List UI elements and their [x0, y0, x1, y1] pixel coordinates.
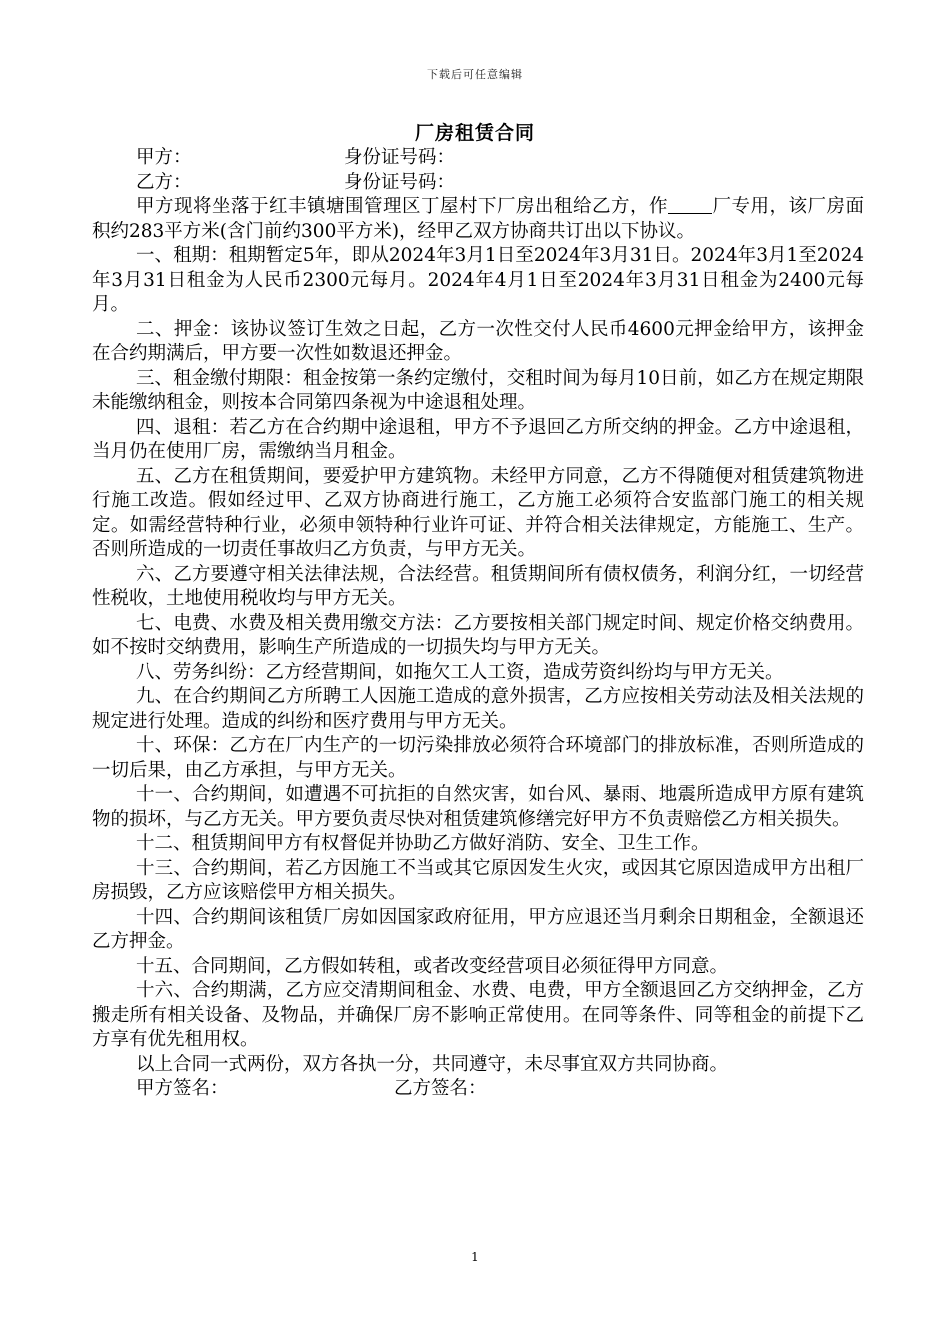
signature-line — [92, 1077, 864, 1102]
clause-15: 十五、合同期间，乙方假如转租，或者改变经营项目必须征得甲方同意。 — [136, 955, 729, 977]
party-b-id-label: 身份证号码： — [344, 171, 456, 193]
intro-paragraph — [92, 195, 864, 244]
clause-8: 八、劳务纠纷：乙方经营期间，如拖欠工人工资，造成劳资纠纷均与甲方无关。 — [136, 661, 784, 683]
clause-9: 九、在合约期间乙方所聘工人因施工造成的意外损害，乙方应按相关劳动法及相关法规的规定进行处理。造成的纠纷和医疗费用与甲方无关。 — [92, 686, 864, 732]
clause-3: 三、租金缴付期限：租金按第一条约定缴付，交租时间为每月10日前，如乙方在规定期限未能缴纳租金，则按本合同第四条视为中途退租处理。 — [92, 367, 864, 413]
clause-13: 十三、合约期间，若乙方因施工不当或其它原因发生火灾，或因其它原因造成甲方出租厂房损毁，乙方应该赔偿甲方相关损失。 — [92, 857, 864, 903]
party-a-id-label: 身份证号码： — [344, 147, 456, 168]
document-title: 厂房租赁合同 — [414, 122, 535, 144]
party-a-label: 甲方： — [136, 147, 192, 168]
page-number: 1 — [471, 1250, 479, 1264]
clause-1: 一、租期：租期暂定5年，即从2024年3月1日至2024年3月31日。2024年3月1至2024年3月31日租金为人民币2300元每月。2024年4月1日至2024年3月31日租金为2400元每月。 — [92, 245, 864, 315]
clause-12: 十二、租赁期间甲方有权督促并协助乙方做好消防、安全、卫生工作。 — [136, 833, 710, 854]
party-b-signature-label: 乙方签名： — [394, 1078, 487, 1099]
party-a-line — [92, 146, 864, 171]
clause-2: 二、押金：该协议签订生效之日起，乙方一次性交付人民币4600元押金给甲方，该押金在合约期满后，甲方要一次性如数退还押金。 — [92, 318, 864, 364]
clause-6: 六、乙方要遵守相关法律法规，合法经营。租赁期间所有债权债务，利润分红，一切经营性税收，土地使用税收均与甲方无关。 — [92, 563, 864, 609]
clause-11: 十一、合约期间，如遭遇不可抗拒的自然灾害，如台风、暴雨、地震所造成甲方原有建筑物的损坏，与乙方无关。甲方要负责尽快对租赁建筑修缮完好甲方不负责赔偿乙方相关损失。 — [92, 784, 864, 830]
clause-7: 七、电费、水费及相关费用缴交方法：乙方要按相关部门规定时间、规定价格交纳费用。如不按时交纳费用，影响生产所造成的一切损失均与甲方无关。 — [92, 612, 864, 658]
header-note: 下载后可任意编辑 — [427, 68, 523, 81]
intro-text-after: 厂专用，该厂房面积约283平方米(含门前约300平方米)，经甲乙双方协商共订出以下协议。 — [92, 196, 864, 242]
party-b-line — [92, 171, 864, 196]
closing-paragraph: 以上合同一式两份，双方各执一分，共同遵守，未尽事宜双方共同协商。 — [136, 1053, 729, 1075]
intro-text-before: 甲方现将坐落于红丰镇塘围管理区丁屋村下厂房出租给乙方，作 — [136, 196, 668, 217]
clause-5: 五、乙方在租赁期间，要爱护甲方建筑物。未经甲方同意，乙方不得随便对租赁建筑物进行施工改造。假如经过甲、乙双方协商进行施工，乙方施工必须符合安监部门施工的相关规定。如需经营特种行业，必须申领特种行业许可证、并符合相关法律规定，方能施工、生产。否则所造成的一切责任事故归乙方负责，与甲方无关。 — [92, 465, 864, 560]
party-b-label: 乙方： — [136, 171, 192, 193]
clause-14: 十四、合约期间该租赁厂房如因国家政府征用，甲方应退还当月剩余日期租金，全额退还乙方押金。 — [92, 906, 864, 952]
purpose-blank — [668, 195, 712, 214]
clause-4: 四、退租：若乙方在合约期中途退租，甲方不予退回乙方所交纳的押金。乙方中途退租，当月仍在使用厂房，需缴纳当月租金。 — [92, 416, 864, 462]
clause-10: 十、环保：乙方在厂内生产的一切污染排放必须符合环境部门的排放标准，否则所造成的一切后果，由乙方承担，与甲方无关。 — [92, 735, 864, 781]
contract-body — [92, 146, 864, 1102]
clause-16: 十六、合约期满，乙方应交清期间租金、水费、电费，甲方全额退回乙方交纳押金，乙方搬走所有相关设备、及物品，并确保厂房不影响正常使用。在同等条件、同等租金的前提下乙方享有优先租用权。 — [92, 980, 864, 1050]
party-a-signature-label: 甲方签名： — [136, 1078, 229, 1099]
